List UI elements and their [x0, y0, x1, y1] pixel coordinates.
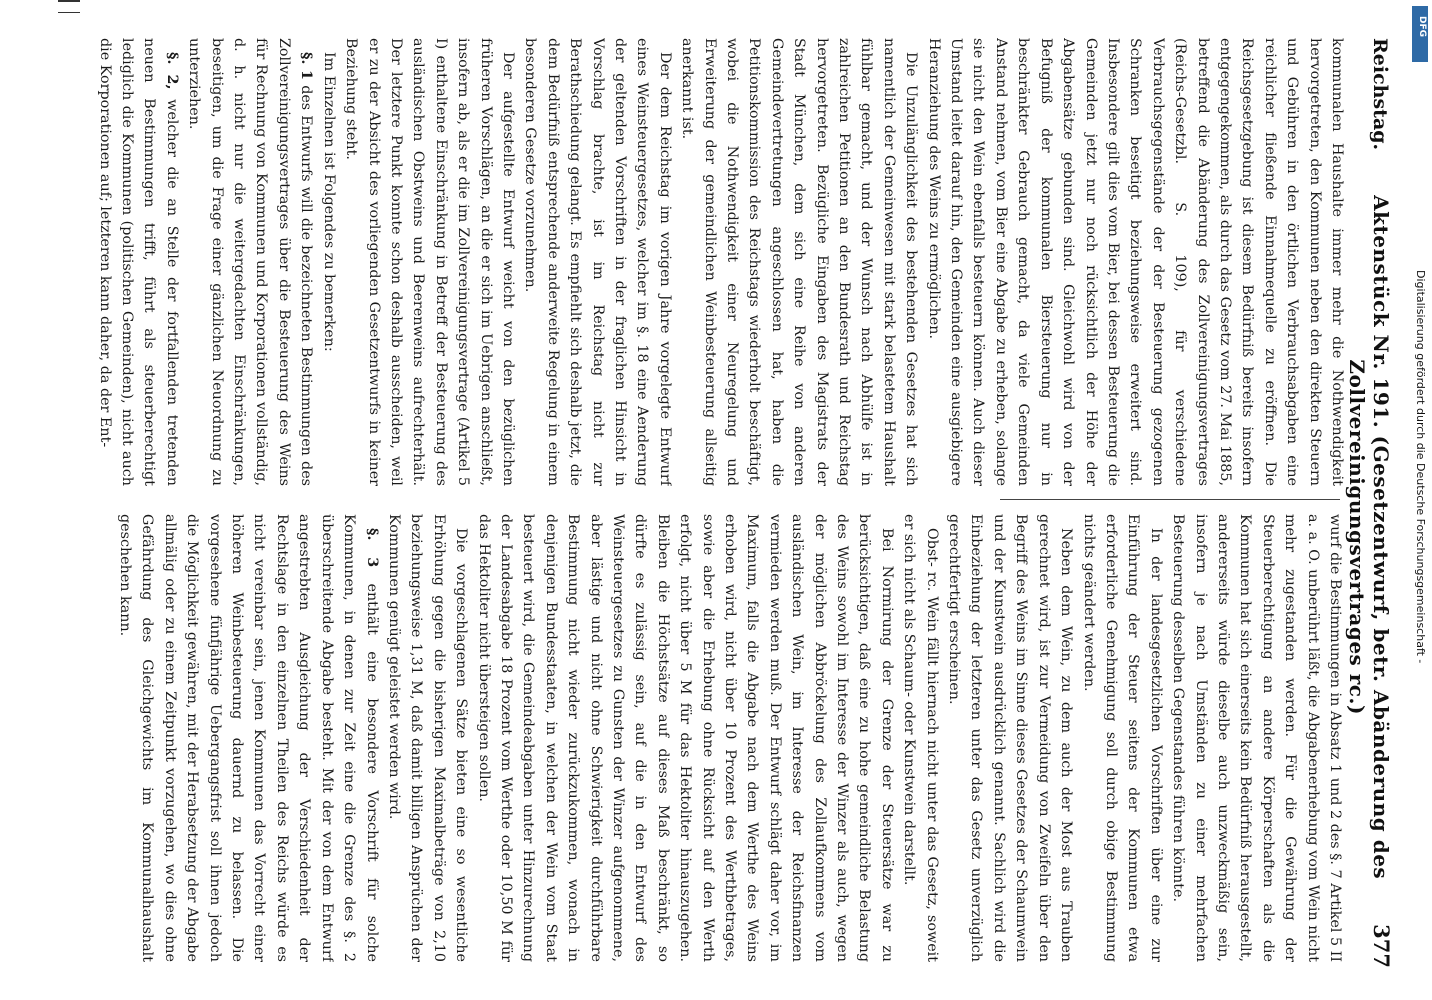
paragraph: Obst- rc. Wein fällt hiernach nicht unter das Gesetz, soweit er sich nicht als Schaum- oder Kunstwein darstellt.: [901, 514, 940, 962]
paragraph: kommunalen Haushalte immer mehr die Nothwendigkeit hervorgetreten, den Kommunen neben den direkten Steuern und Gebühren in den örtlichen Verbrauchsabgaben eine reichlicher fließende Einnahmequelle zu eröffnen. Die Reichsgesetzgebung ist diesem Bedürfniß bereits insofern entgegengekommen, als durch das Gesetz vom 27. Mai 1885, betreffend die Abänderung des Zollvereinigungsvertrages (Reichs-Gesetzbl. S. 109), für verschiedene Verbrauchsgegenstände der der Besteuerung gezogenen Schranken beseitigt beziehungsweise erweitert sind. Insbesondere gilt dies vom Bier, bei dessen Besteuerung die Gemeinden jetzt nur noch rücksichtlich der Höhe der Abgabensätze gebunden sind. Gleichwohl wird von der Befugniß der kommunalen Biersteuerung nur in beschränkter Gebrauch gemacht, da viele Gemeinden Anstand nehmen, vom Bier eine Abgabe zu erheben, solange sie nicht den Wein ebenfalls besteuern können. Auch dieser Umstand leitet darauf hin, den Gemeinden eine ausgiebigere Heranziehung des Weins zu ermöglichen.: [925, 38, 1345, 486]
paragraph-text: des Entwurfs will die bezeichneten Bestimmungen des Zollvereinigungsvertrages über die Besteuerung des Weins für Rechnung von Kommunen und Korporationen vollständig, d. h. nicht nur die weitergedachten Einschränkungen, beseitigen, um die Frage einer gänzlichen Neuordnung zu unterziehen.: [186, 38, 315, 486]
section-marker: §. 2,: [163, 52, 180, 90]
section-marker: §. 1: [298, 52, 315, 81]
dfg-logo: [1412, 6, 1428, 62]
paragraph: In der landesgesetzlichen Vorschriften über eine zur Einführung der Steuer seitens der Kommunen etwa erforderliche Genehmigung soll durch obige Bestimmung nichts geändert werden.: [1080, 514, 1164, 962]
scanned-page: [10, 20, 1410, 980]
paragraph-text: welcher die an Stelle der fortfallenden tretenden neuen Bestimmungen trifft, führt als steuerberechtigt lediglich die Kommunen (politischen Gemeinden), nicht auch die Korporationen auf; letzteren kann daher, da der Ent-: [96, 38, 180, 486]
paragraph: Die vorgeschlagenen Sätze bieten eine so wesentliche Erhöhung gegen die bisherigen Maximalbeträge von 2,10 beziehungsweise 1,31 M, daß damit billigen Ansprüchen der Kommunen genügt geleistet werden wird.: [385, 514, 470, 962]
text-column-left: [30, 38, 1348, 486]
digitization-credit-bar: [1408, 0, 1432, 1000]
paragraph: wurf die Bestimmungen in Absatz 1 und 2 des §. 7 Artikel 5 II a. a. O. unberührt läßt, die Abgabenerhebung vom Wein nicht mehr zugestanden werden. Für die Gewährung der Steuerberechtigung an andere Körperschaften als die Kommunen hat sich einerseits kein Bedürfniß herausgestellt, andererseits würde dieselbe auch unzweckmäßig sein, insofern je nach Umständen zu einer mehrfachen Besteuerung desselben Gegenstandes führen könnte.: [1170, 514, 1343, 962]
paragraph: [93, 38, 183, 486]
scan-registration-mark: [58, 0, 80, 13]
page-number: 377: [1369, 924, 1394, 968]
paragraph: [114, 514, 383, 962]
text-column-right: [28, 514, 1346, 962]
column-divider: [1000, 499, 1340, 500]
header-title: Aktenstück Nr. 191. (Gesetzentwurf, betr. Abänderung des Zollvereinigungsvertrages rc.): [1345, 195, 1393, 880]
paragraph: Der aufgestellte Entwurf weicht von den bezüglichen früheren Vorschlägen, an die er sich im Uebrigen anschließt, insofern ab, als er die im Zollvereinigungsvertrage (Artikel 5 I) enthaltene Einschränkung in Betreff der Besteuerung des ausländischen Obstweins und Beerenweins aufrechterhält. Der letztere Punkt konnte schon deshalb ausscheiden, weil er zu der Absicht des vorliegenden Gesetzentwurfs in keiner Beziehung steht.: [343, 38, 516, 486]
dfg-logo-text: DFG: [1417, 16, 1427, 38]
paragraph: [183, 38, 317, 486]
paragraph-text: enthält eine besondere Vorschrift für solche Kommunen, in denen zur Zeit eine die Grenze des §. 2 überschreitende Abgabe besteht. Mit der von dem Entwurf angestrebten Ausgleichung der Verschiedenheit der Rechtslage in den einzelnen Theilen des Reichs würde es nicht vereinbar sein, jenen Kommunen das Vorrecht einer höheren Weinbesteuerung dauernd zu belassen. Die vorgesehene fünfjährige Uebergangsfrist soll ihnen jedoch die Möglichkeit gewähren, mit der Herabsetzung der Abgabe allmälig oder zu einem Zeitpunkt vorzugehen, wo dies ohne Gefährdung des Gleichgewichts im Kommunalhaushalt geschehen kann.: [117, 514, 380, 962]
paragraph: Im Einzelnen ist Folgendes zu bemerken:: [320, 52, 337, 352]
header-left: Reichstag.: [1369, 38, 1391, 151]
paragraph: Neben dem Wein, zu dem auch der Most aus Trauben gerechnet wird, ist zur Vermeidung von Zweifeln über den Begriff des Weins im Sinne dieses Gesetzes der Schaumwein und der Kunstwein ausdrücklich genannt. Sachlich wird die Einbeziehung der letzteren unter das Gesetz unverzüglich gerechtfertigt erscheinen.: [946, 514, 1075, 962]
paragraph: Bei Normirung der Grenze der Steuersätze war zu berücksichtigen, daß eine zu hohe gemeindliche Belastung des Weins sowohl im Interesse der Winzer als auch, wegen der möglichen Abbröckelung des Zollaufkommens vom ausländischen Wein, im Interesse der Reichsfinanzen vermieden werden muß. Der Entwurf schlägt daher vor, im Maximum, falls die Abgabe nach dem Werthe des Weins erhoben wird, nicht über 10 Prozent des Werthbetrages, sowie aber die Erhebung ohne Rücksicht auf den Werth erfolgt, nicht über 5 M für das Hektoliter hinauszugehen. Bleiben die Höchstsätze auf dieses Maß beschränkt, so dürfte es zulässig sein, auf die in den Entwurf des Weinsteuergesetzes zu Gunsten der Winzer aufgenommene, aber lästige und nicht ohne Schwierigkeit durchführbare Bestimmung nicht wieder zurückzukommen, wonach in denjenigen Bundesstaaten, in welchen der Wein vom Staat besteuert wird, die Gemeindeabgaben unter Hinzurechnung der Landesabgabe 18 Prozent vom Werthe oder 10,50 M für das Hektoliter nicht übersteigen sollen.: [475, 514, 895, 962]
paragraph: Der dem Reichstag im vorigen Jahre vorgelegte Entwurf eines Weinsteuergesetzes, welcher im §. 18 eine Aenderung der geltenden Vorschriften in der fraglichen Hinsicht in Vorschlag brachte, ist im Reichstag nicht zur Berathschiedung gelangt. Es empfiehlt sich deshalb jetzt, die dem Bedürfniß entsprechende anderweite Regelung in einem besonderen Gesetze vorzunehmen.: [522, 38, 673, 486]
section-marker: §. 3: [363, 528, 380, 568]
paragraph: Die Unzulänglichkeit des bestehenden Gesetzes hat sich namentlich der Gemeinwesen mit stark belastetem Haushalt fühlbar gemacht, und der Wunsch nach Abhülfe ist in zahlreichen Petitionen an den Bundesrath und Reichstag hervorgetreten. Bezügliche Eingaben des Magistrats der Stadt München, dem sich eine Reihe von anderen Gemeindevertretungen angeschlossen hat, haben die Petitionskommission des Reichstags wiederholt beschäftigt, wobei die Nothwendigkeit einer Neuregelung und Erweiterung der gemeindlichen Weinbesteuerung allseitig anerkannt ist.: [679, 38, 920, 486]
page-header: [1345, 38, 1394, 968]
digitization-credit: Digitalisierung gefördert durch die Deutsche Forschungsgemeinschaft -: [1414, 270, 1427, 664]
